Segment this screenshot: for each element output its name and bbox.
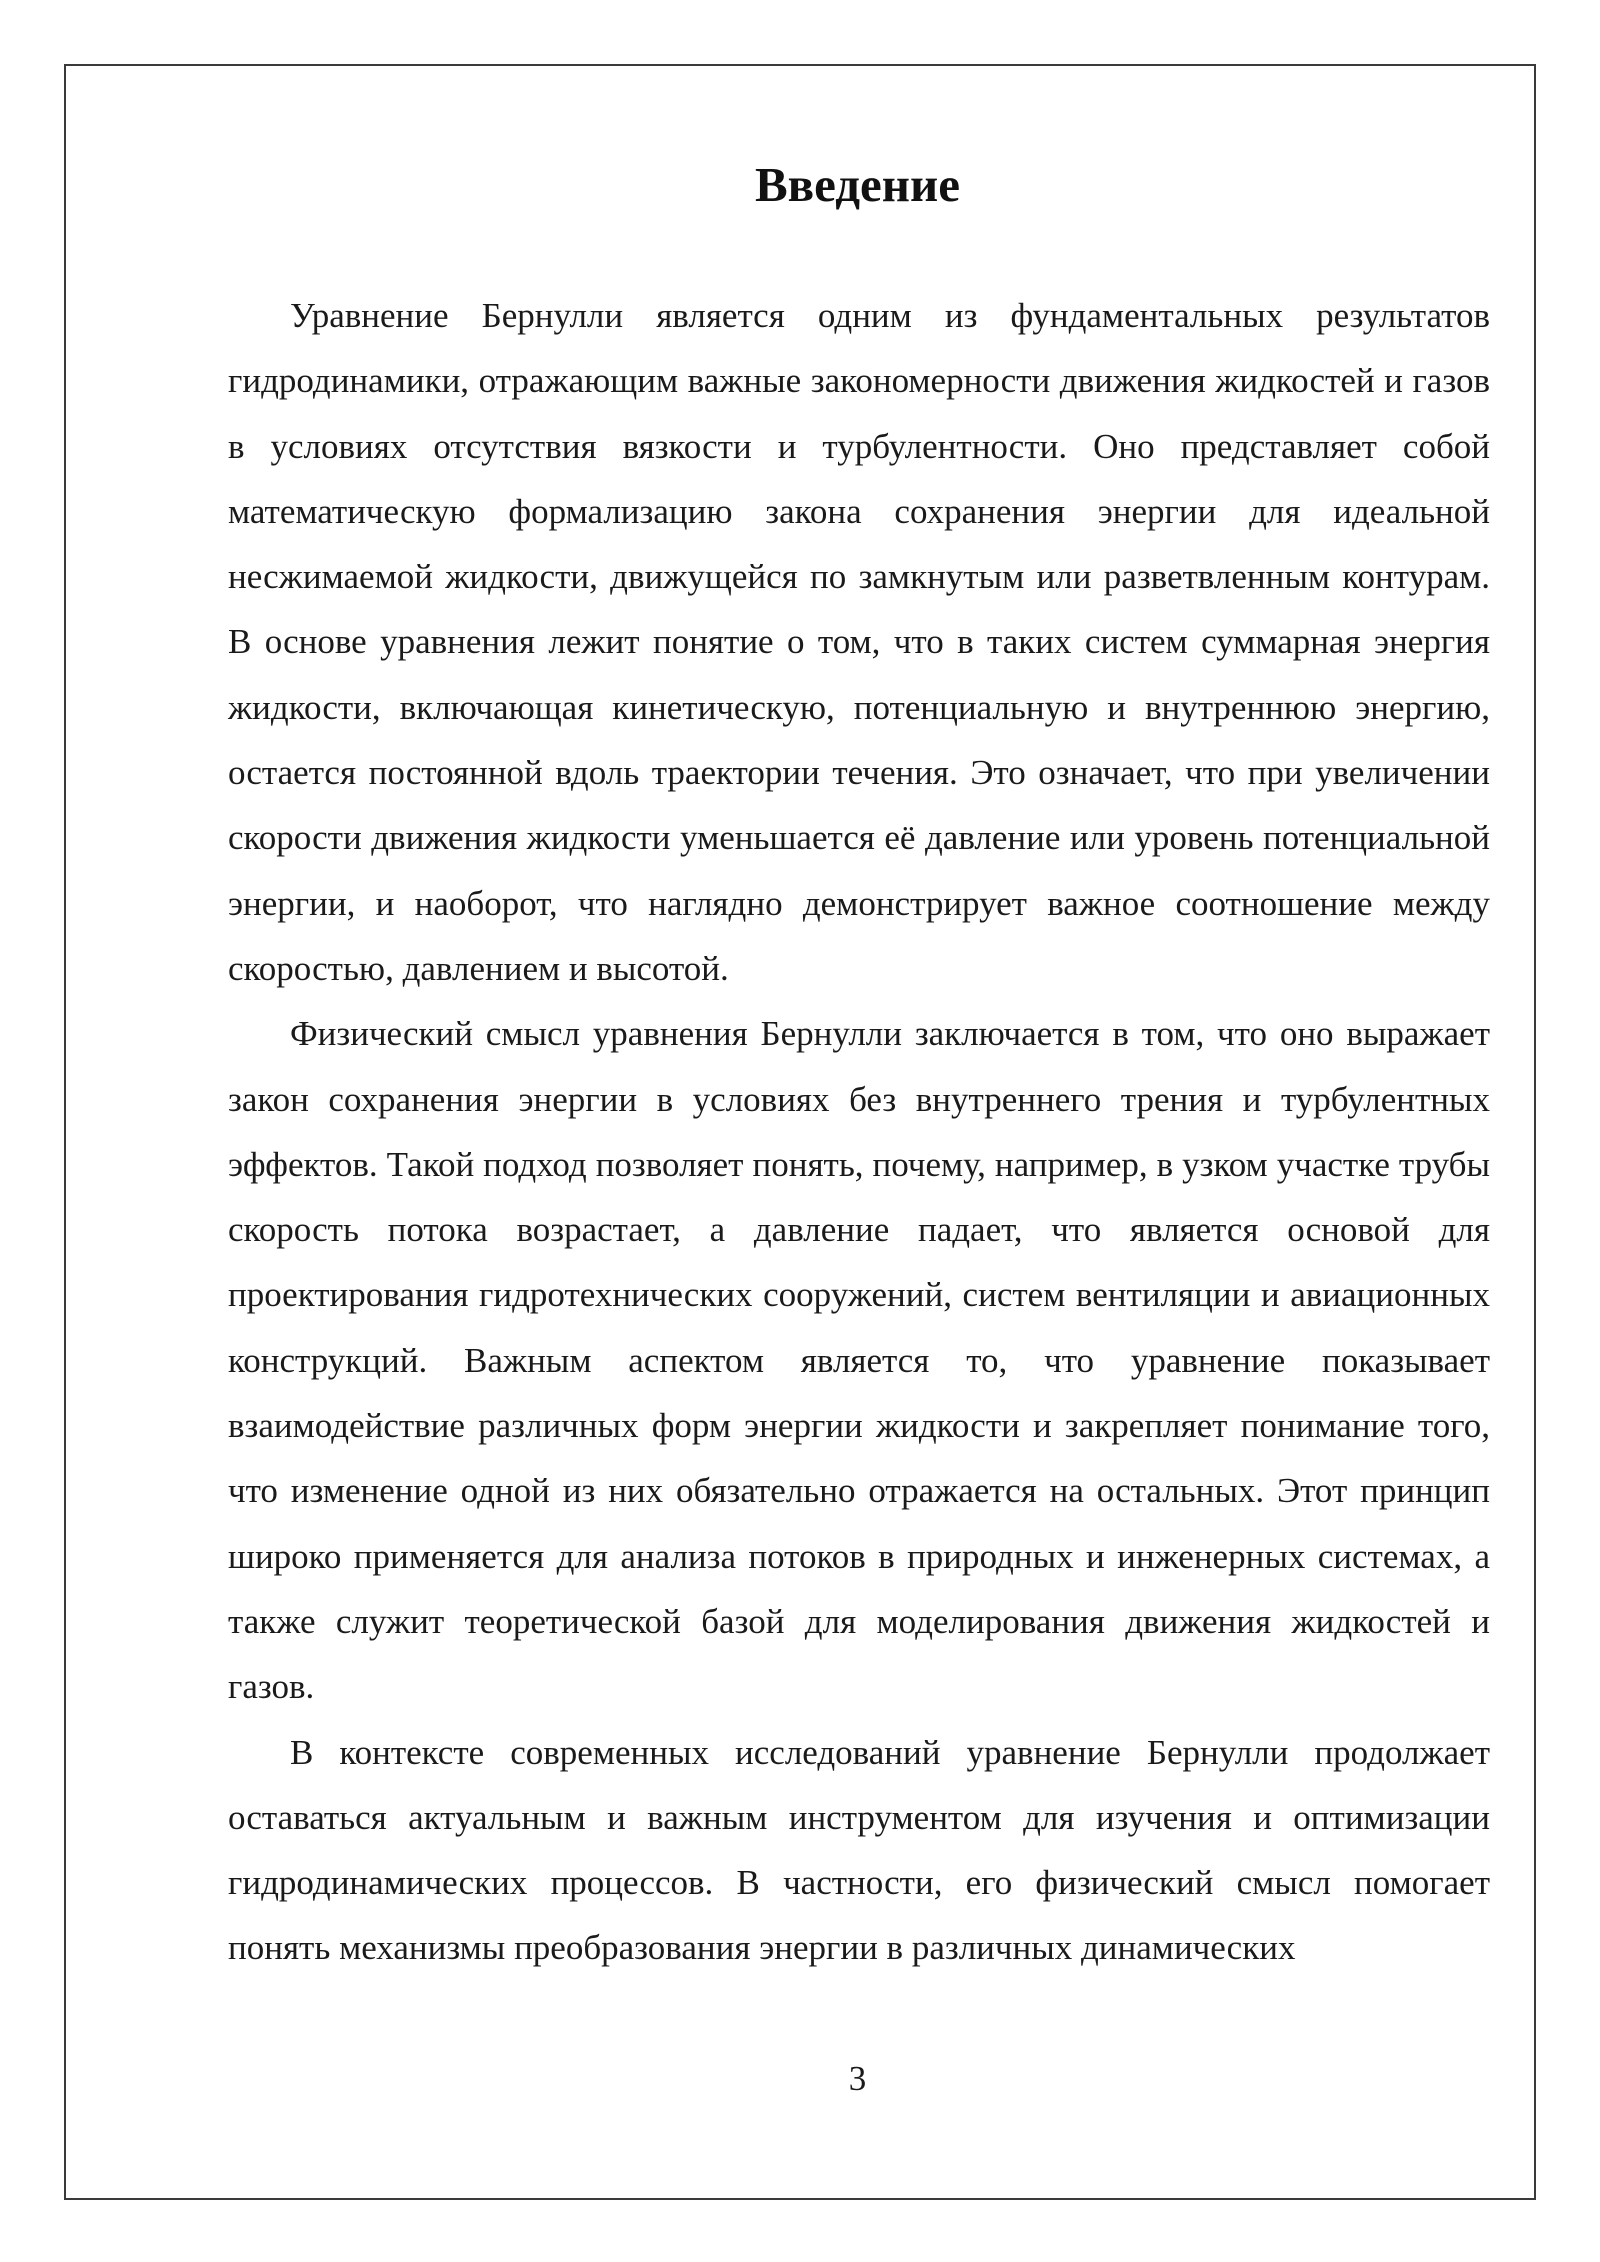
paragraph-2: Физический смысл уравнения Бернулли заключается в том, что оно выражает закон сохранения энергии в условиях без внутреннего трения и турбулентных эффектов. Такой подход позволяет понять, почему, например, в узком участке трубы скорость потока возрастает, а давление падает, что является основой для проектирования гидротехнических сооружений, систем вентиляции и авиационных конструкций. Важным аспектом является то, что уравнение показывает взаимодействие различных форм энергии жидкости и закрепляет понимание того, что изменение одной из них обязательно отражается на остальных. Этот принцип широко применяется для анализа потоков в природных и инженерных системах, а также служит теоретической базой для моделирования движения жидкостей и газов. [228,1014,1490,1707]
paragraph-3: В контексте современных исследований уравнение Бернулли продолжает оставаться актуальным и важным инструментом для изучения и оптимизации гидродинамических процессов. В частности, его физический смысл помогает понять механизмы преобразования энергии в различных динамических [228,1732,1490,1968]
document-body [228,283,1490,1981]
page-title: Введение [755,157,960,212]
page-number: 3 [848,2059,867,2098]
paragraph-1: Уравнение Бернулли является одним из фундаментальных результатов гидродинамики, отражающим важные закономерности движения жидкостей и газов в условиях отсутствия вязкости и турбулентности. Оно представляет собой математическую формализацию закона сохранения энергии для идеальной несжимаемой жидкости, движущейся по замкнутым или разветвленным контурам. В основе уравнения лежит понятие о том, что в таких систем суммарная энергия жидкости, включающая кинетическую, потенциальную и внутреннюю энергию, остается постоянной вдоль траектории течения. Это означает, что при увеличении скорости движения жидкости уменьшается её давление или уровень потенциальной энергии, и наоборот, что наглядно демонстрирует важное соотношение между скоростью, давлением и высотой. [228,296,1490,988]
